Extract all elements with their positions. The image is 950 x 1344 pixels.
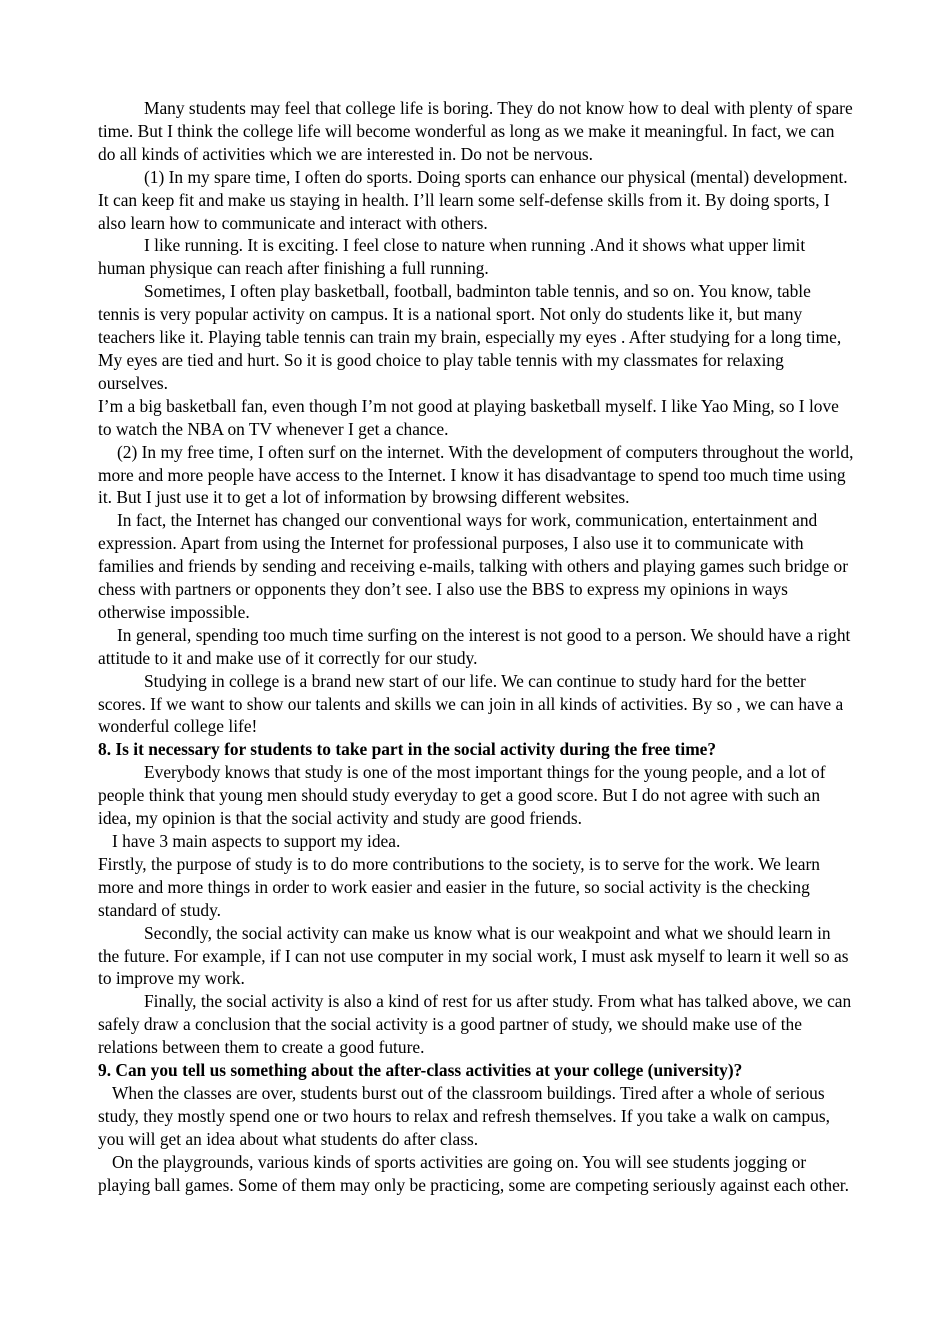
- paragraph-internet: (2) In my free time, I often surf on the internet. With the development of computers throughout the world, more and more people have access to the Internet. I know it has disadvantage to spend too much time using it. But I just use it to get a lot of information by browsing different websites.: [98, 441, 854, 508]
- paragraph-internet-attitude: In general, spending too much time surfing on the interest is not good to a person. We should have a right attitude to it and make use of it correctly for our study.: [98, 624, 851, 668]
- paragraph-internet-uses: In fact, the Internet has changed our conventional ways for work, communication, entertainment and expression. Apart from using the Internet for professional purposes, I also use it to communicate with families and friends by sending and receiving e-mails, talking with others and playing games such bridge or chess with partners or opponents they don’t see. I also use the BBS to express my opinions in ways otherwise impossible.: [98, 510, 849, 622]
- paragraph-running: I like running. It is exciting. I feel close to nature when running .And it shows what upper limit human physique can reach after finishing a full running.: [98, 235, 806, 279]
- question-heading-8: 8. Is it necessary for students to take part in the social activity during the free time?: [98, 739, 717, 760]
- paragraph-college-conclusion: Studying in college is a brand new start of our life. We can continue to study hard for the better scores. If we want to show our talents and skills we can join in all kinds of activities. By so , we can have a wonderful college life!: [98, 670, 844, 737]
- paragraph-playgrounds: On the playgrounds, various kinds of sports activities are going on. You will see students jogging or playing ball games. Some of them may only be practicing, some are competing seriously against each other.: [98, 1151, 849, 1195]
- paragraph-three-aspects: I have 3 main aspects to support my idea.: [112, 831, 401, 851]
- paragraph-table-tennis: Sometimes, I often play basketball, football, badminton table tennis, and so on. You know, table tennis is very popular activity on campus. It is a national sport. Not only do students like it, but many teachers like it. Playing table tennis can train my brain, especially my eyes . After studying for a long time, My eyes are tied and hurt. So it is good choice to play table tennis with my classmates for relaxing ourselves.: [98, 281, 842, 393]
- question-heading-9: 9. Can you tell us something about the after-class activities at your college (university)?: [98, 1060, 743, 1081]
- paragraph-study-importance: Everybody knows that study is one of the most important things for the young people, and a lot of people think that young men should study everyday to get a good score. But I do not agree with such an idea, my opinion is that the social activity and study are good friends.: [98, 762, 826, 829]
- paragraph-sports: (1) In my spare time, I often do sports. Doing sports can enhance our physical (mental) development. It can keep fit and make us staying in health. I’ll learn some self-defense skills from it. By doing sports, I also learn how to communicate and interact with others.: [98, 166, 848, 233]
- paragraph-finally: Finally, the social activity is also a kind of rest for us after study. From what has talked above, we can safely draw a conclusion that the social activity is a good partner of study, we should make use of the relations between them to create a good future.: [98, 991, 852, 1058]
- paragraph-basketball: I’m a big basketball fan, even though I’m not good at playing basketball myself. I like Yao Ming, so I love to watch the NBA on TV whenever I get a chance.: [98, 395, 839, 439]
- paragraph-firstly: Firstly, the purpose of study is to do more contributions to the society, is to serve for the work. We learn more and more things in order to work easier and easier in the future, so social activity is the checking standard of study.: [98, 853, 820, 920]
- paragraph-intro: Many students may feel that college life is boring. They do not know how to deal with plenty of spare time. But I think the college life will become wonderful as long as we make it meaningful. In fact, we can do all kinds of activities which we are interested in. Do not be nervous.: [98, 98, 853, 164]
- paragraph-after-class: When the classes are over, students burst out of the classroom buildings. Tired after a whole of serious study, they mostly spend one or two hours to relax and refresh themselves. If you take a walk on campus, you will get an idea about what students do after class.: [98, 1082, 831, 1149]
- paragraph-secondly: Secondly, the social activity can make us know what is our weakpoint and what we should learn in the future. For example, if I can not use computer in my social work, I must ask myself to learn it well so as to improve my work.: [98, 922, 849, 989]
- document-page: [98, 97, 854, 1197]
